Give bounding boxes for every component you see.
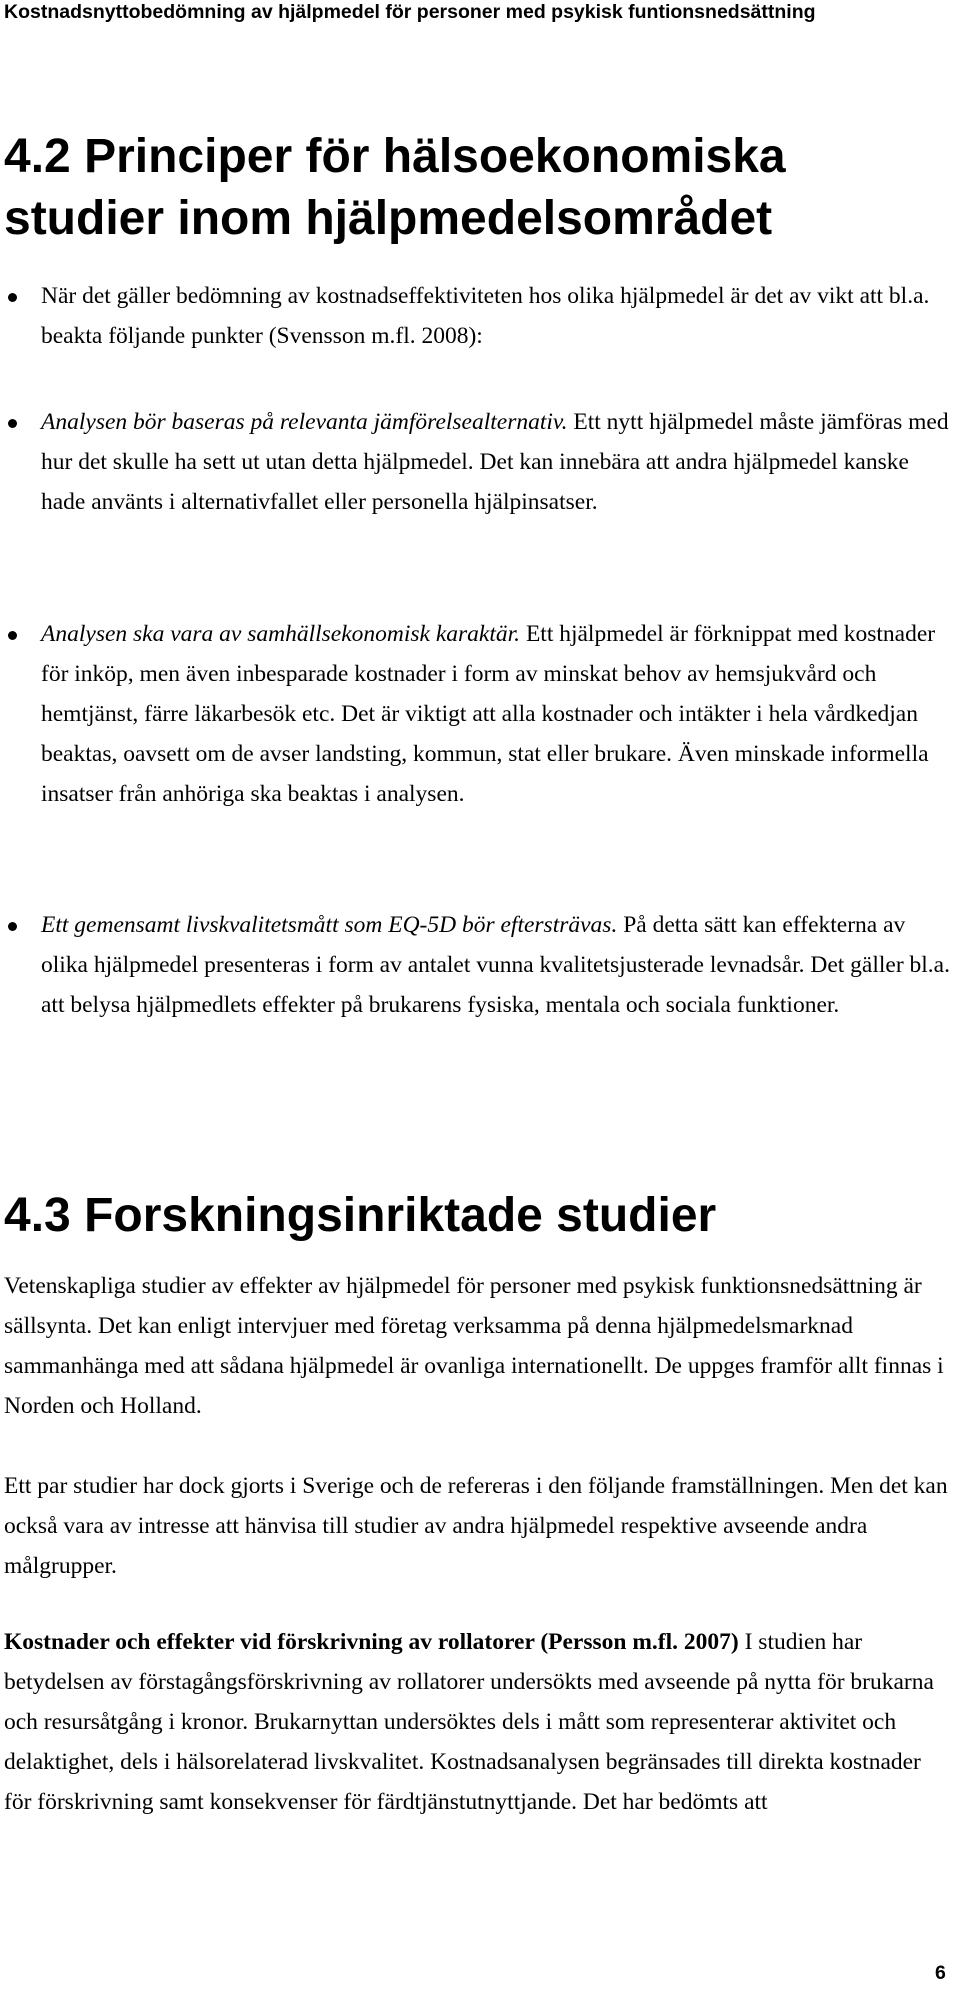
list-item-text [41,402,951,522]
paragraph [4,1622,954,1822]
list-item-text [41,276,951,356]
list-item-text [41,905,951,1025]
paragraph: Ett par studier har dock gjorts i Sverige och de refereras i den följande framställningen. Men det kan också vara av intresse att hänvisa till studier av andra hjälpmedel respektive avseende andra målgrupper. [4,1473,948,1579]
section-heading-4-2 [4,126,954,250]
list-item-lead: Ett gemensamt livskvalitetsmått som EQ-5D bör eftersträvas. [41,912,618,938]
bullet-icon [8,293,17,302]
list-item-lead: Analysen bör baseras på relevanta jämförelsealternativ. [41,409,568,435]
bullet-icon [8,922,17,931]
list-item-text [41,614,951,814]
list-item-body: När det gäller bedömning av kostnadseffektiviteten hos olika hjälpmedel är det av vikt att bl.a. beakta följande punkter (Svensson m.fl. 2008): [41,283,930,349]
section-heading-4-3: 4.3 Forskningsinriktade studier [4,1189,717,1242]
paragraph-body: I studien har betydelsen av förstagångsförskrivning av rollatorer undersökts med avseende på nytta för brukarna och resursåtgång i kronor. Brukarnyttan undersöktes dels i mått som representerar aktivitet och delaktighet, dels i hälsorelaterad livskvalitet. Kostnadsanalysen begränsades till direkta kostnader för förskrivning samt konsekvenser för färdtjänstutnyttjande. Det har bedömts att [4,1629,934,1815]
heading-line-1: 4.2 Principer för hälsoekonomiska [4,130,786,183]
running-header: Kostnadsnyttobedömning av hjälpmedel för personer med psykisk funtionsnedsättning [4,1,816,23]
page-number: 6 [935,1962,946,1984]
study-title: Kostnader och effekter vid förskrivning av rollatorer (Persson m.fl. 2007) [4,1629,739,1655]
list-item-body: På detta sätt kan effekterna av olika hjälpmedel presenteras i form av antalet vunna kvalitetsjusterade levnadsår. Det gäller bl.a. att belysa hjälpmedlets effekter på brukarens fysiska, mentala och sociala funktioner. [41,912,950,1018]
list-item-body: Ett nytt hjälpmedel måste jämföras med hur det skulle ha sett ut utan detta hjälpmedel. Det kan innebära att andra hjälpmedel kanske hade använts i alternativfallet eller personella hjälpinsatser. [41,409,949,515]
list-item-body: Ett hjälpmedel är förknippat med kostnader för inköp, men även inbesparade kostnader i form av minskat behov av hemsjukvård och hemtjänst, färre läkarbesök etc. Det är viktigt att alla kostnader och intäkter i hela vårdkedjan beaktas, oavsett om de avser landsting, kommun, stat eller brukare. Även minskade informella insatser från anhöriga ska beaktas i analysen. [41,621,936,807]
heading-line-2: studier inom hjälpmedelsområdet [4,192,773,245]
list-item-lead: Analysen ska vara av samhällsekonomisk karaktär. [41,621,521,647]
paragraph: Vetenskapliga studier av effekter av hjälpmedel för personer med psykisk funktionsnedsättning är sällsynta. Det kan enligt intervjuer med företag verksamma på denna hjälpmedelsmarknad sammanhänga med att sådana hjälpmedel är ovanliga internationellt. De uppges framför allt finnas i Norden och Holland. [4,1273,944,1419]
bullet-icon [8,419,17,428]
bullet-icon [8,631,17,640]
